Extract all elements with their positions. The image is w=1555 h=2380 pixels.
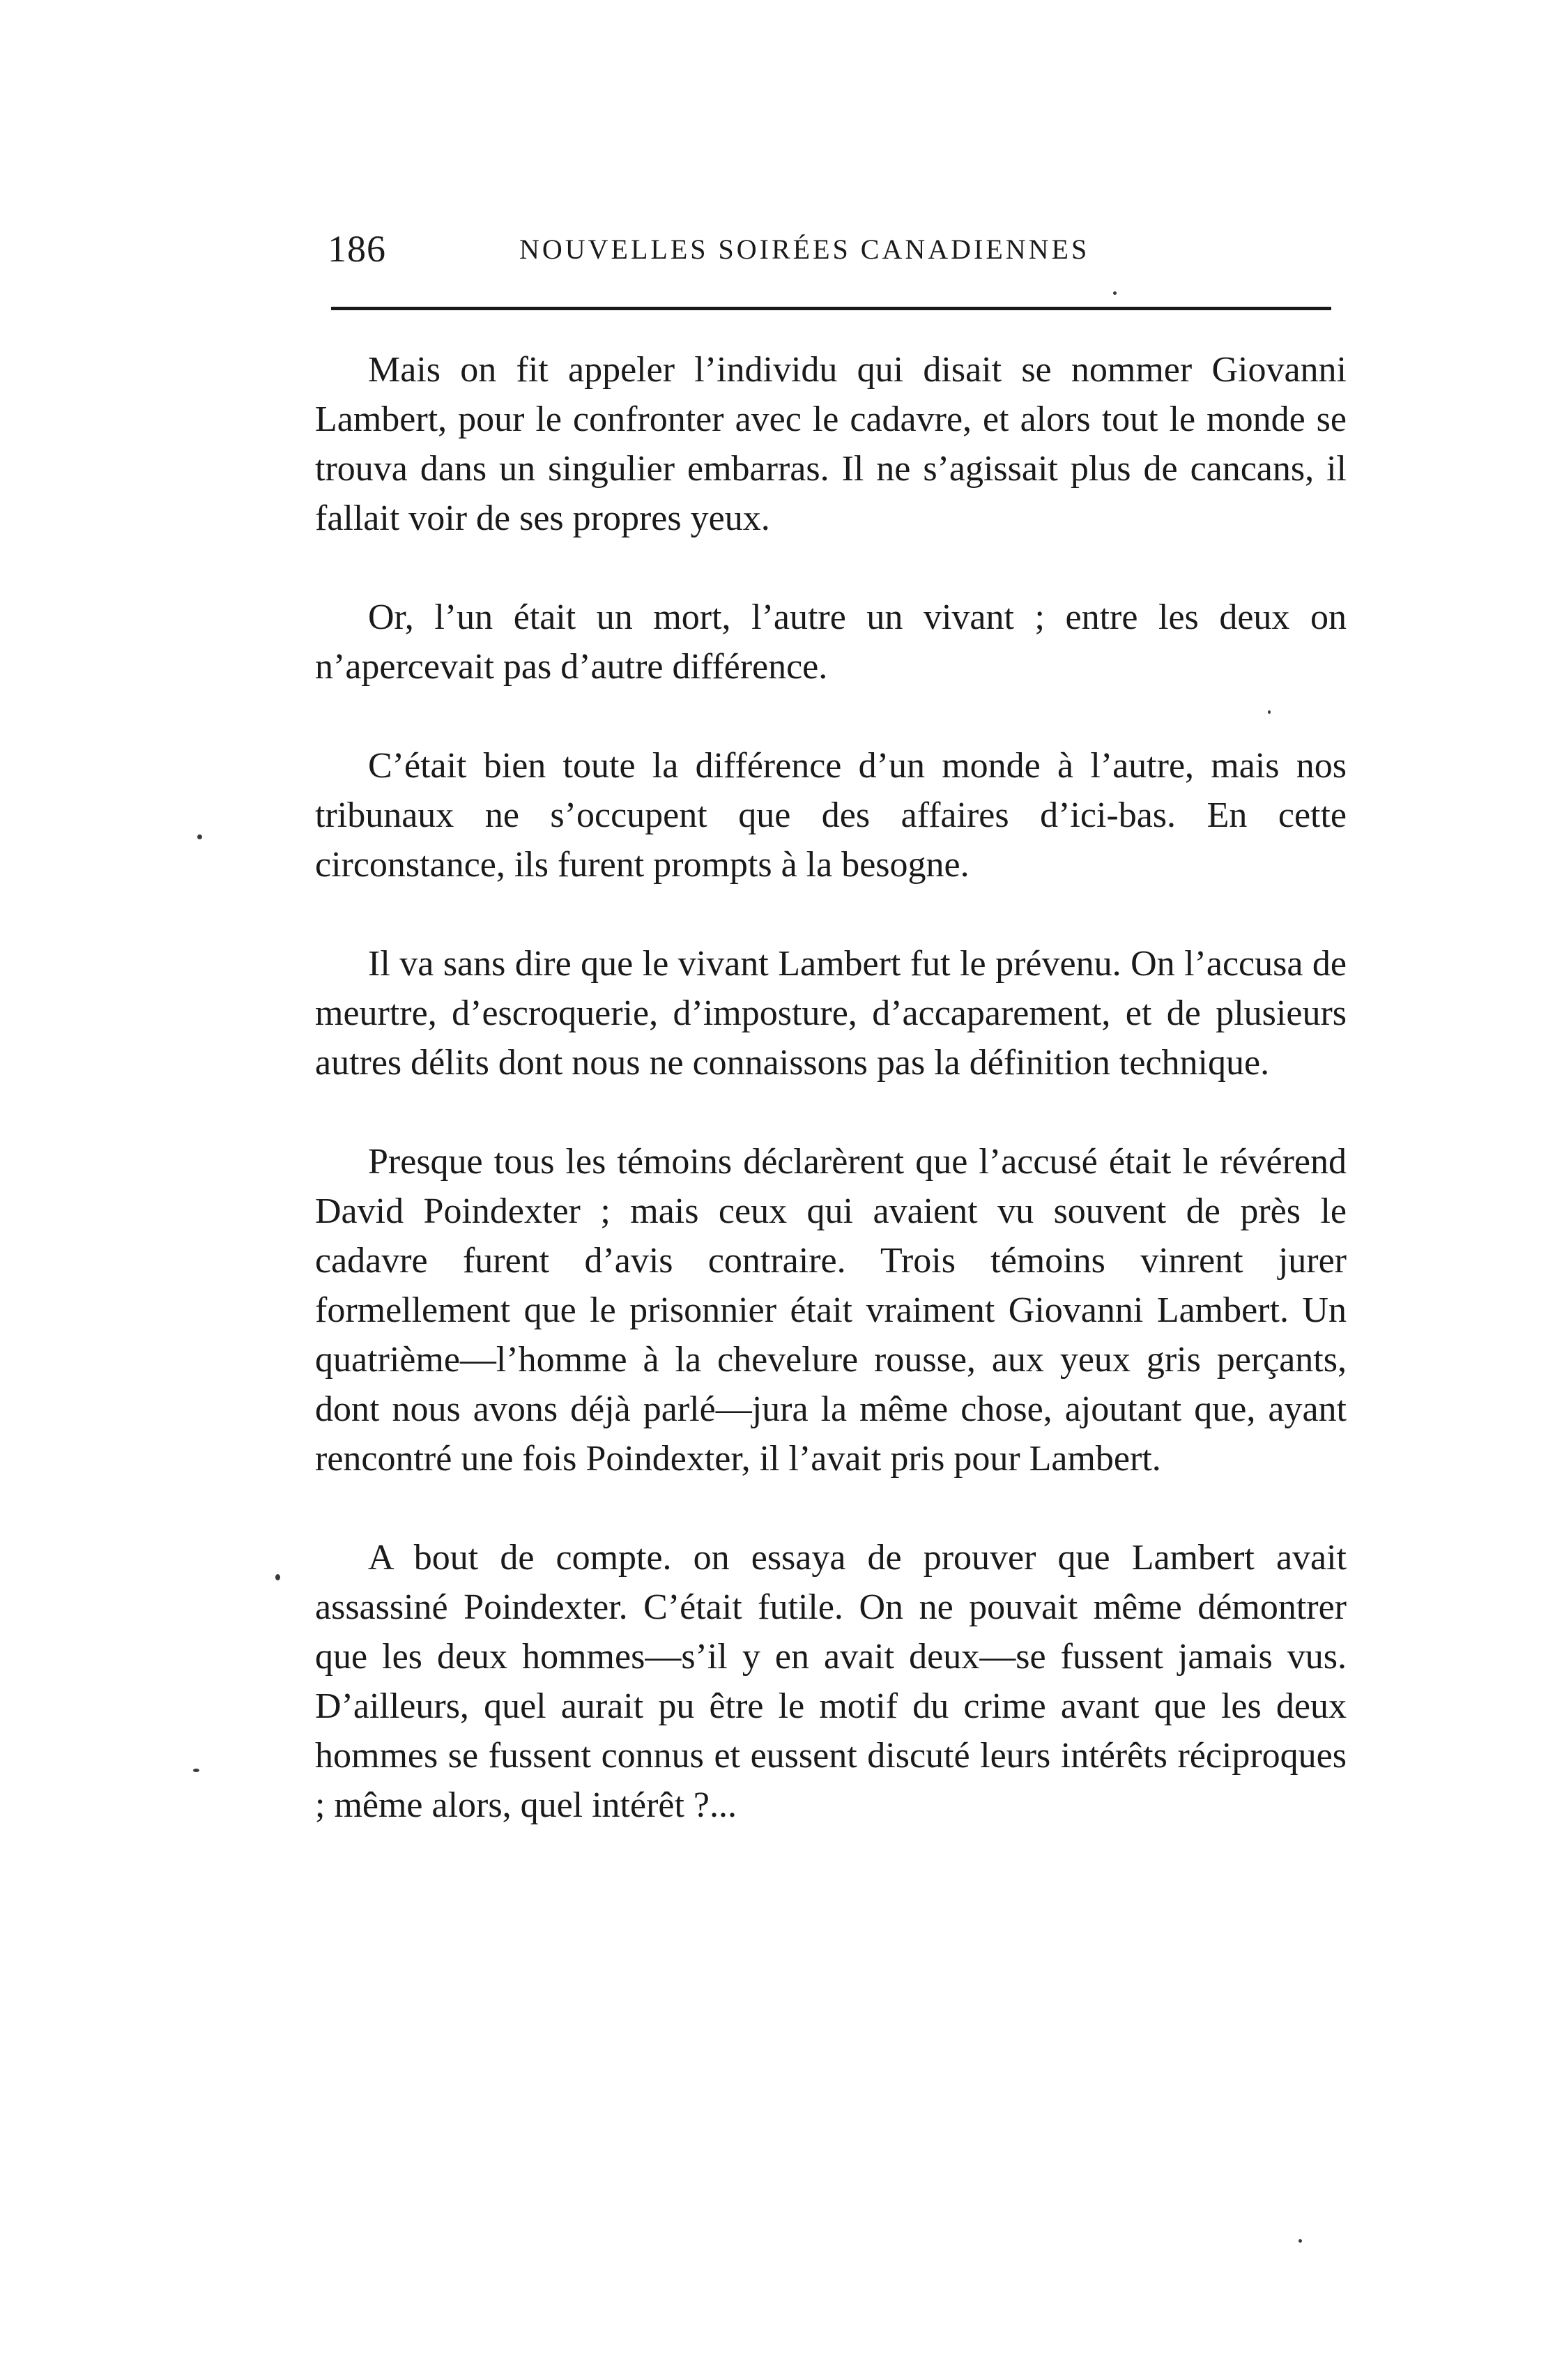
- paragraph: A bout de compte. on essaya de prouver que Lambert avait assassiné Poindexter. C’était futile. On ne pouvait même démontrer que les deux hommes—s’il y en avait deux—se fussent jamais vus. D’ailleurs, quel aurait pu être le motif du crime avant que les deux hommes se fussent connus et eussent discuté leurs intérêts réciproques ; même alors, quel intérêt ?...: [315, 1538, 1347, 1825]
- running-head: [328, 224, 1331, 273]
- body-text: [315, 345, 1347, 1830]
- running-title: NOUVELLES SOIRÉES CANADIENNES: [519, 234, 1090, 265]
- paragraph: Il va sans dire que le vivant Lambert fut le prévenu. On l’accusa de meurtre, d’escroquerie, d’imposture, d’accaparement, et de plusieurs autres délits dont nous ne connaissons pas la définition technique.: [315, 944, 1347, 1083]
- paragraph: C’était bien toute la différence d’un monde à l’autre, mais nos tribunaux ne s’occupent que des affaires d’ici-bas. En cette circonstance, ils furent prompts à la besogne.: [315, 746, 1347, 885]
- speck: [275, 1574, 280, 1580]
- speck: [1268, 710, 1271, 714]
- header-rule: [331, 307, 1331, 310]
- paragraph: Presque tous les témoins déclarèrent que l’accusé était le révérend David Poindexter ; mais ceux qui avaient vu souvent de près le cadavre furent d’avis contraire. Trois témoins vinrent jurer formellement que le prisonnier était vraiment Giovanni Lambert. Un quatrième—l’homme à la chevelure rousse, aux yeux gris perçants, dont nous avons déjà parlé—jura la même chose, ajoutant que, ayant rencontré une fois Poindexter, il l’avait pris pour Lambert.: [315, 1142, 1347, 1479]
- speck: [193, 1769, 199, 1772]
- speck: [197, 834, 202, 839]
- paragraph: Mais on fit appeler l’individu qui disait se nommer Giovanni Lambert, pour le confronter avec le cadavre, et alors tout le monde se trouva dans un singulier embarras. Il ne s’agissait plus de cancans, il fallait voir de ses propres yeux.: [315, 350, 1347, 538]
- page-number: 186: [328, 228, 386, 270]
- paragraph: Or, l’un était un mort, l’autre un vivant ; entre les deux on n’apercevait pas d’autre différence.: [315, 597, 1347, 687]
- speck: [1113, 291, 1117, 295]
- speck: [1299, 2239, 1302, 2243]
